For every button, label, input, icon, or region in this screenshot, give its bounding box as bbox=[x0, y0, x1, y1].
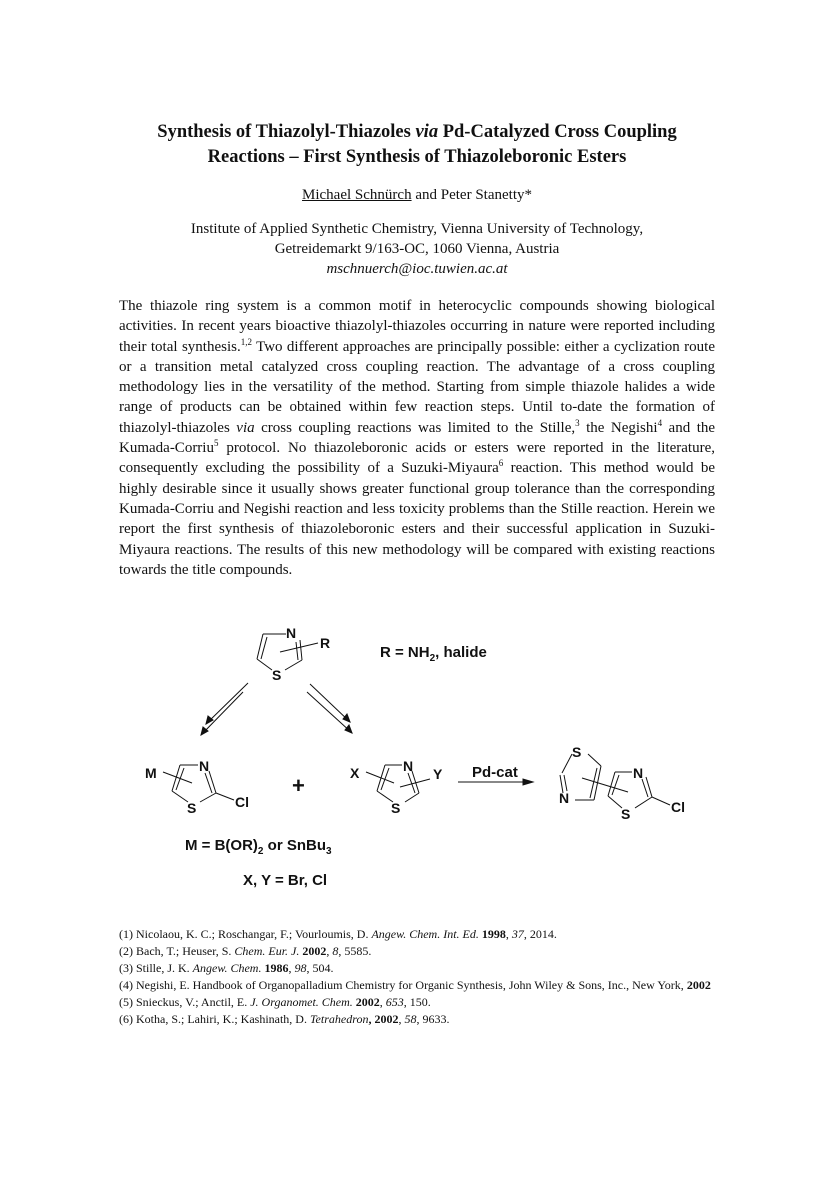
product-bithiazole-structure bbox=[560, 754, 670, 808]
abstract-text: and the Kumada-Corriu bbox=[119, 419, 716, 457]
catalyst-label: Pd-cat bbox=[472, 764, 518, 781]
title-text: Pd-Catalyzed Cross Coupling bbox=[438, 122, 677, 142]
abstract-text: The thiazole ring system is a common motif in heterocyclic compounds showing biological activities. In recent years bioactive thiazolyl-thiazoles occurring in nature were reported including their total synthesis. bbox=[119, 298, 715, 355]
atom-label: S bbox=[572, 744, 582, 760]
reference-item: (2) Bach, T.; Heuser, S. Chem. Eur. J. 2002, 8, 5585. bbox=[119, 944, 372, 958]
middle-thiazole-structure bbox=[366, 765, 430, 802]
paper-title bbox=[100, 120, 734, 170]
reference-item: (6) Kotha, S.; Lahiri, K.; Kashinath, D. Tetrahedron, 2002, 58, 9633. bbox=[119, 1012, 450, 1026]
r-definition: $R = NH_2$, halide bbox=[380, 644, 487, 664]
reference-item: (4) Negishi, E. Handbook of Organopalladium Chemistry for Organic Synthesis, John Wiley & Sons, Inc., New York, 2002 bbox=[119, 978, 711, 992]
citation: 6 bbox=[498, 458, 504, 469]
author-presenting: Michael Schnürch bbox=[302, 187, 412, 203]
xy-definition: X, Y = Br, Cl bbox=[243, 872, 328, 889]
retrosynthesis-arrows bbox=[201, 683, 352, 735]
references bbox=[119, 926, 715, 1028]
atom-label: Y bbox=[433, 766, 443, 782]
citation: 4 bbox=[657, 417, 663, 428]
citation: 5 bbox=[213, 438, 219, 449]
plus-sign: + bbox=[292, 773, 305, 798]
affiliation bbox=[100, 219, 734, 279]
affiliation-line: Institute of Applied Synthetic Chemistry, Vienna University of Technology, bbox=[190, 221, 644, 237]
atom-label: S bbox=[621, 806, 631, 822]
abstract-text: reaction. This method would be highly desirable since it usually shows greater functional group tolerance than the corresponding Kumada-Corriu and Negishi reaction and less toxicity problems than the Stille reaction. Herein we report the first synthesis of thiazoleboronic esters and their successful application in Suzuki-Miyaura reactions. The results of this new methodology will be compared with existing reactions towards the title compounds. bbox=[119, 460, 715, 578]
atom-label: N bbox=[286, 625, 297, 641]
atom-label: M bbox=[145, 765, 157, 781]
abstract-text: cross coupling reactions was limited to the Stille, bbox=[254, 419, 576, 436]
atom-label: S bbox=[391, 800, 401, 816]
author-join: and bbox=[411, 187, 441, 203]
reference-item: (1) Nicolaou, K. C.; Roschangar, F.; Vourloumis, D. Angew. Chem. Int. Ed. 1998, 37, 2014. bbox=[119, 927, 557, 941]
abstract-italic: via bbox=[236, 419, 255, 436]
atom-label: Cl bbox=[671, 799, 685, 815]
atom-label: N bbox=[633, 765, 644, 781]
abstract-text: Two different approaches are principally possible: either a cyclization route or a transition metal catalyzed cross coupling reaction. The advantage of a cross coupling methodology lies in the versatility of the method. Starting from simple thiazole halides a wide range of products can be obtained within few reaction steps. Until to-date the formation of thiazolyl-thiazoles bbox=[119, 338, 715, 436]
affiliation-address: Getreidemarkt 9/163-OC, 1060 Vienna, Austria bbox=[274, 241, 560, 257]
title-line-2: Reactions – First Synthesis of Thiazoleboronic Esters bbox=[207, 147, 627, 167]
atom-label: N bbox=[559, 790, 570, 806]
reference-item: (5) Snieckus, V.; Anctil, E. J. Organomet. Chem. 2002, 653, 150. bbox=[119, 995, 431, 1009]
atom-label: S bbox=[187, 800, 197, 816]
atom-label: N bbox=[403, 758, 414, 774]
abstract bbox=[119, 296, 715, 580]
abstract-text: the Negishi bbox=[579, 419, 658, 436]
atom-label: N bbox=[199, 758, 210, 774]
m-definition: $M = B(OR)_2$ or SnBu$_3$ bbox=[185, 837, 332, 857]
reaction-scheme bbox=[0, 600, 834, 910]
atom-label: Cl bbox=[235, 794, 249, 810]
atom-label: S bbox=[272, 667, 282, 683]
title-italic: via bbox=[415, 122, 439, 142]
email[interactable]: mschnuerch@ioc.tuwien.ac.at bbox=[326, 261, 508, 277]
citation: 1,2 bbox=[240, 336, 252, 347]
atom-label: R bbox=[320, 635, 331, 651]
author-corresponding: Peter Stanetty* bbox=[440, 187, 532, 203]
reference-item: (3) Stille, J. K. Angew. Chem. 1986, 98, 504. bbox=[119, 961, 334, 975]
abstract-text: protocol. No thiazoleboronic acids or esters were reported in the literature, consequently excluding the possibility of a Suzuki-Miyaura bbox=[119, 440, 715, 477]
atom-label: X bbox=[350, 765, 360, 781]
citation: 3 bbox=[575, 417, 580, 428]
title-text: Synthesis of Thiazolyl-Thiazoles bbox=[157, 122, 416, 142]
authors bbox=[100, 187, 734, 204]
